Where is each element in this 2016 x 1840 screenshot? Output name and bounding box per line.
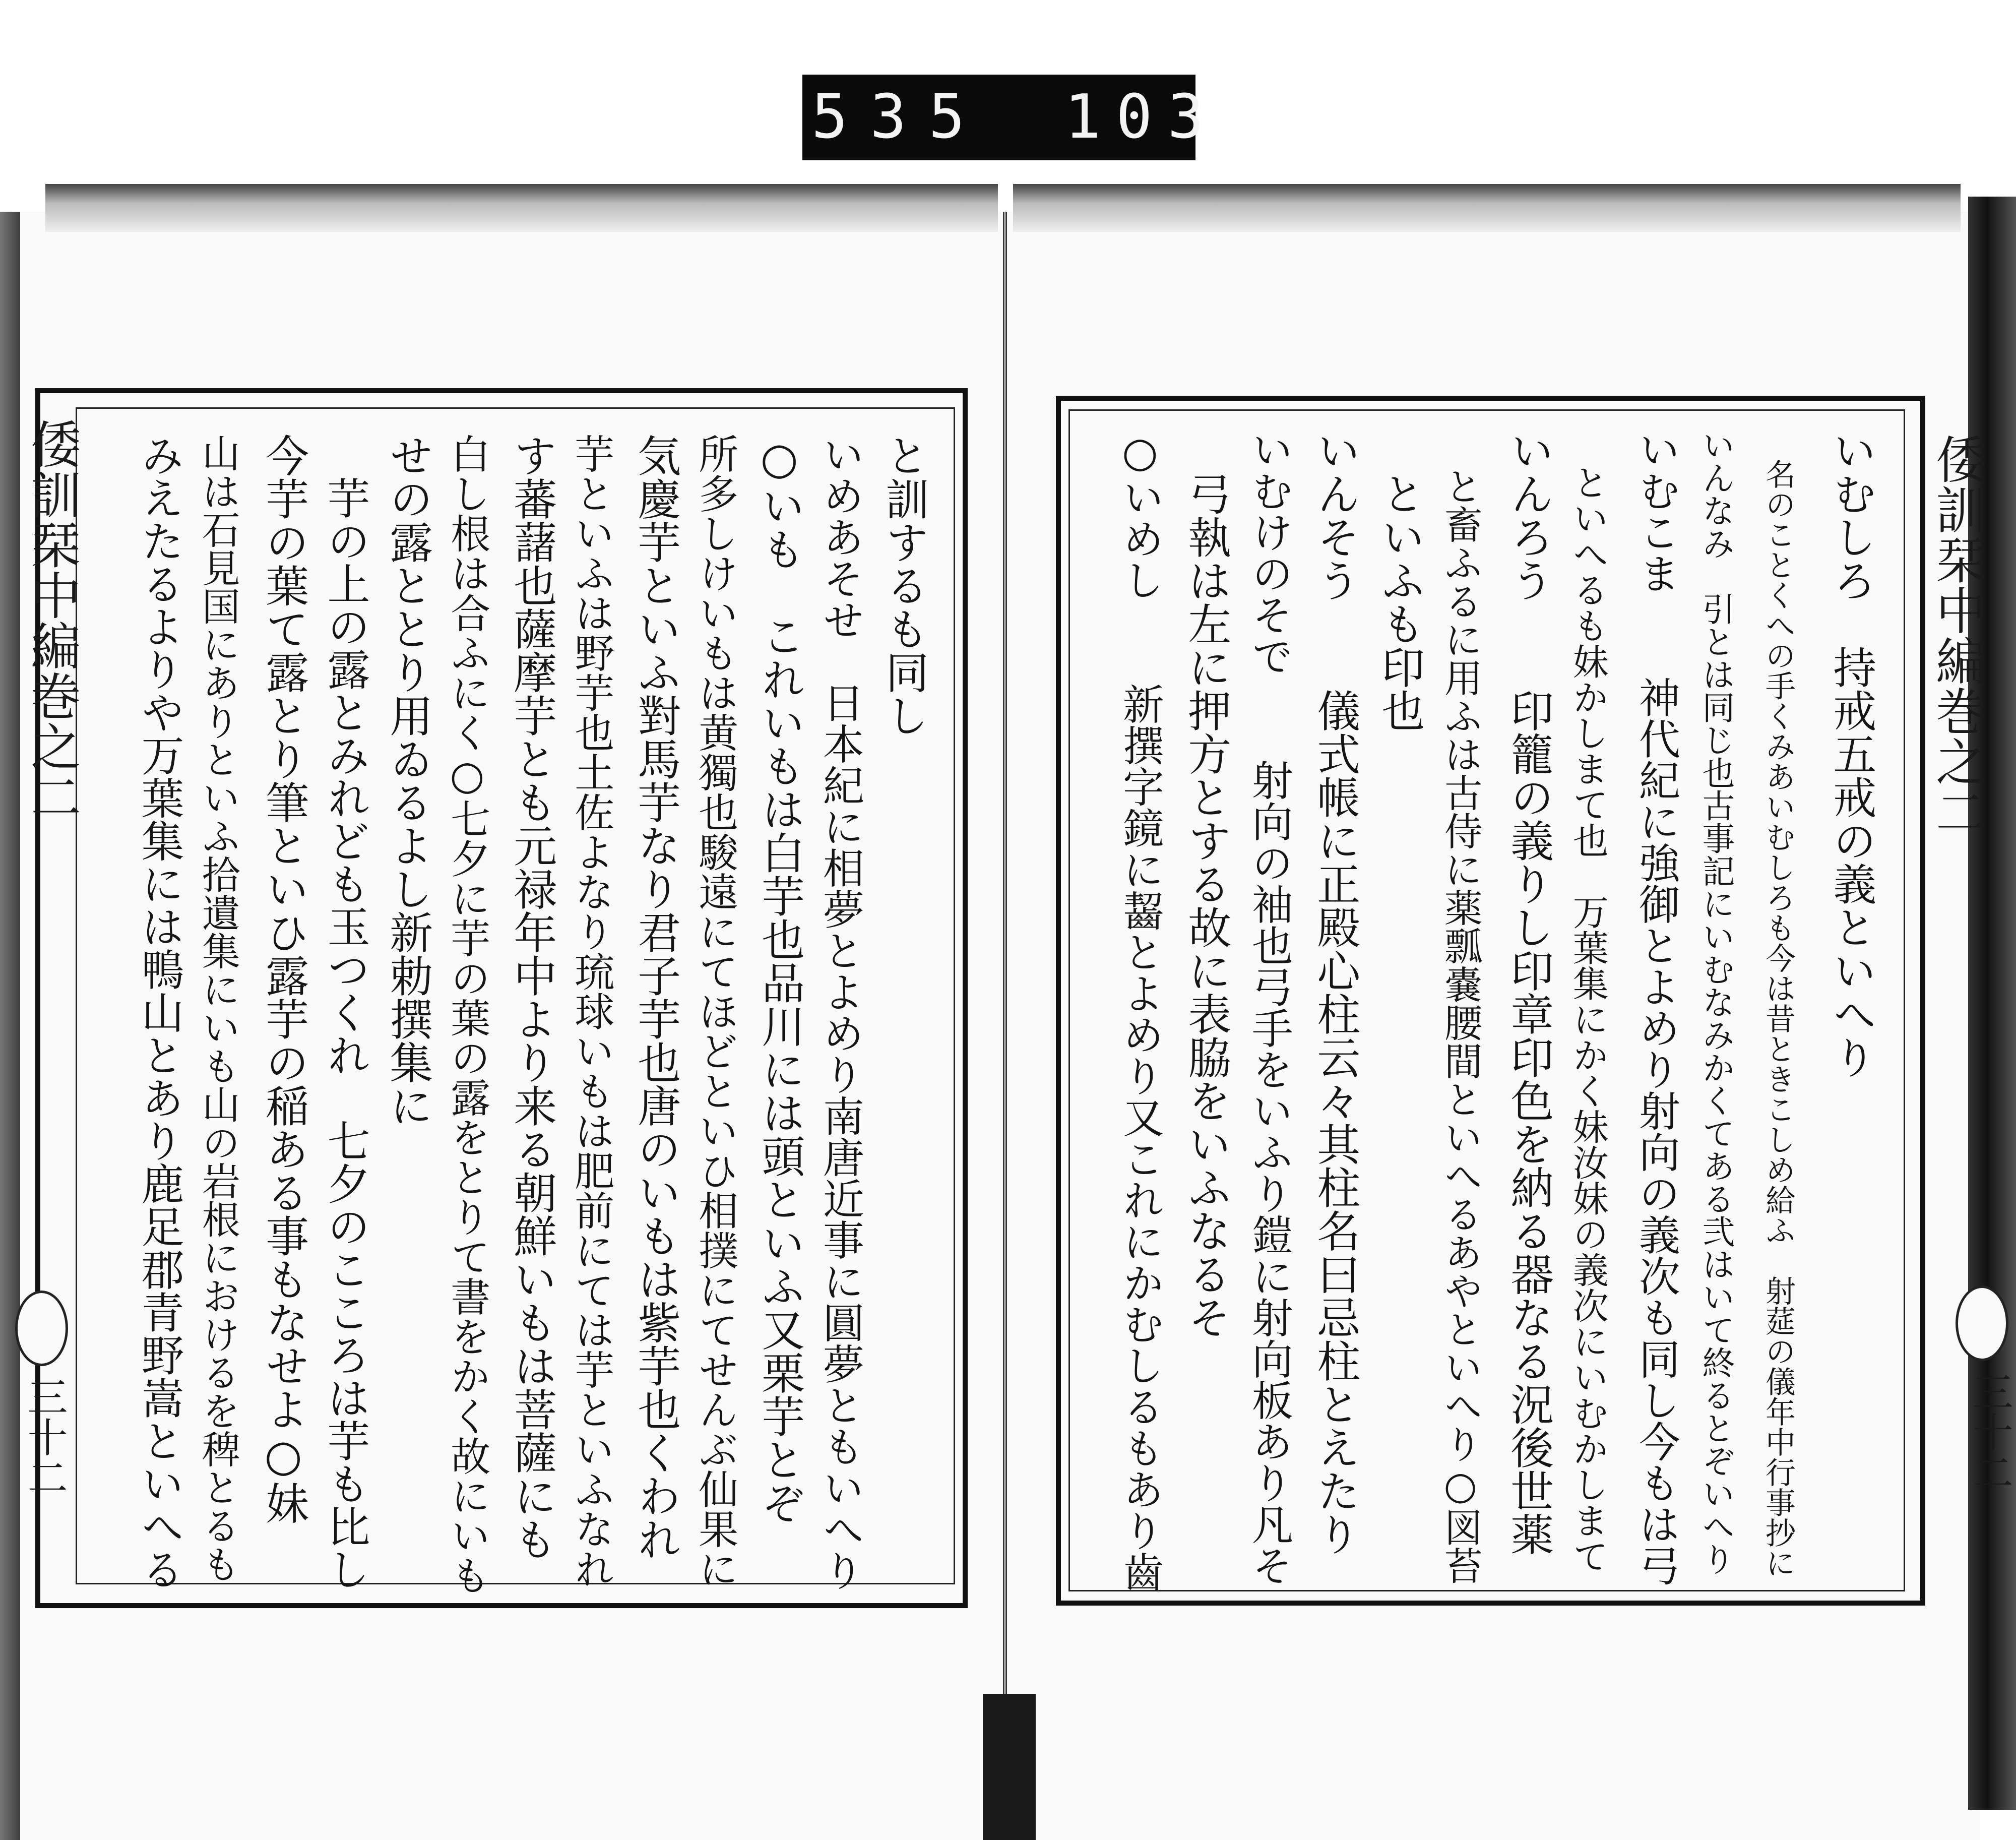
archive-number-right: 103 [1064, 82, 1219, 152]
right-page-column: いむけのそで 射向の袖也弓手をいふり鎧に射向板あり凡そ [1245, 428, 1293, 1586]
left-page-margin-circle [15, 1291, 68, 1366]
left-page-margin-leaf-number: 三十二 [21, 1376, 68, 1497]
right-page-column: と畜ふるに用ふは古侍に薬瓢嚢腰間といへるあやといへり○図苔 [1438, 428, 1483, 1584]
left-page-column: ○いも これいもは白芋也品川には頭といふ又栗芋とぞ [754, 434, 805, 1524]
left-page-column: 所多しけいもは黄獨也駿遠にてほどといひ相撲にてせんぶ仙果に [691, 434, 738, 1588]
right-page-column: ○いめし 新撰字鏡に齧とよめり又これにかむしるもあり齒 [1116, 428, 1164, 1592]
left-page-column: 白し根は合ふにく○七夕に芋の葉の露をとりて書をかく故にいも [444, 434, 490, 1595]
right-leaf-top-shadow [1013, 184, 1961, 232]
left-page-column: 気慶芋といふ對馬芋なり君子芋也唐のいもは紫芋也くわれ [630, 434, 681, 1561]
right-page-margin-circle [1956, 1285, 2008, 1361]
right-page-column: いんそう 儀式帳に正殿心柱云々其柱名曰忌柱とえたり [1309, 428, 1360, 1556]
book-spine [983, 1694, 1036, 1840]
archive-number-left: 535 [811, 82, 987, 152]
archive-number-label [802, 75, 1219, 160]
left-page-column: 芋といふは野芋也土佐よなり琉球いもは肥前にては芋といふなれ [568, 434, 614, 1588]
left-page-margin-title: 倭訓栞中編巻之二 [22, 418, 81, 822]
right-page-margin-title: 倭訓栞中編巻之二 [1927, 434, 1986, 837]
right-page-column: 名のことくへの手くみあいむしろも今は昔ときこしめ給ふ 射莚の儀年中行事抄に [1760, 428, 1796, 1578]
right-page-margin-leaf-number: 三十二 [1966, 1371, 2013, 1492]
right-page-column: いんなみ 引とは同じ也古事記にいむなみかくてある弐はいて終るとぞいへり [1696, 428, 1734, 1575]
left-page-column: と訓するも同し [878, 434, 929, 737]
right-page-column: といふも印也 [1374, 428, 1425, 732]
right-page-column: いむこま 神代紀に強御とよめり射向の義次も同し今もは弓 [1632, 428, 1680, 1586]
left-page-column: いめあそせ 日本紀に相夢とよめり南唐近事に圓夢ともいへり [816, 434, 864, 1591]
left-page-column: 芋の上の露とみれども玉つくれ 七夕のこころは芋も比し [320, 434, 370, 1590]
right-page-column: といへるも妹かしまて也 万葉集にかく妹汝妹の義次にいむかしまて [1567, 428, 1609, 1574]
left-page-column: 今芋の葉て露とり筆といひ露芋の稲ある事もなせよ○妹 [258, 434, 309, 1524]
left-page-column: せの露ととり用ゐるよし新勅撰集に [382, 434, 433, 1127]
left-page-column: みえたるよりや万葉集には鴨山とあり鹿足郡青野嵩といへる [134, 434, 184, 1590]
right-page-column: いんろう 印籠の義りし印章印色を納る器なる況後世薬 [1503, 428, 1554, 1556]
left-page-column: す蕃藷也薩摩芋とも元禄年中より来る朝鮮いもは菩薩にも [506, 434, 557, 1561]
right-page-column: いむしろ 持戒五戒の義といへり [1825, 428, 1876, 1079]
left-page-column: 山は石見国にありといふ拾遺集にいも山の岩根におけるを稗とるも [196, 434, 241, 1583]
right-page-column: 弓執は左に押方とする故に表脇をいふなるそ [1180, 428, 1231, 1339]
left-leaf-top-shadow [45, 184, 998, 232]
